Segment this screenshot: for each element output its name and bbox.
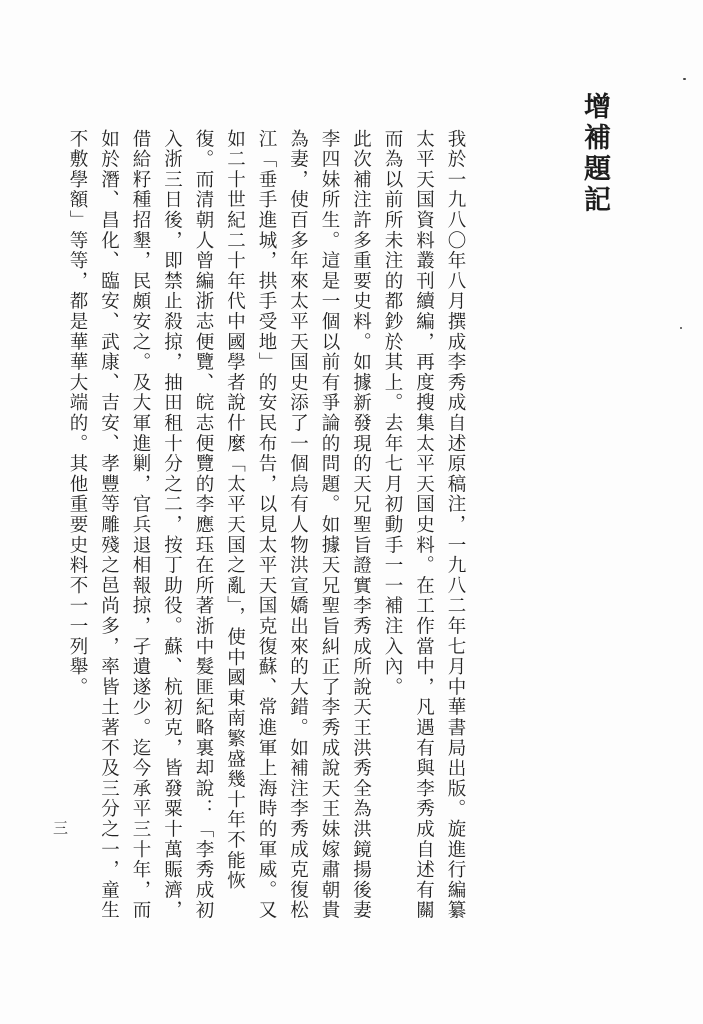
paragraph-1: 我於一九八〇年八月撰成李秀成自述原稿注，一九八二年七月中華書局出版。旋進行編纂太平天国資料叢刊續編，再度搜集太平天国史料。在工作當中，凡遇有與李秀成自述有關而為以前所未注的都鈔於其上。去年七月初動手一一補注入內。	[382, 129, 466, 921]
page-title: 增補題記	[579, 92, 610, 216]
paragraph-2: 此次補注許多重要史料。如據新發現的天兄聖旨證實李秀成所說天王洪秀全為洪鏡揚後妻李四妹所生。這是一個以前有爭論的問題。如據天兄聖旨糾正了李秀成說天王妹嫁肅朝貴為妻，使百多年來太平天国史添了一個烏有人物洪宣嬌出來的大錯。如補注李秀成克復松江「垂手進城，拱手受地」的安民布告，以見太平天国克復蘇、常進軍上海時的軍威。又如二十世紀二十年代中國學者說什麼「太平天国之亂」，使中國東南繁盛幾十年不能恢復。而清朝人曾編浙志便覽、皖志便覽的李應珏在所著浙中髮匪紀略裏却說：「李秀成初入浙三日後，即禁止殺掠，抽田租十分之二，按丁助役。蘇、杭初克，皆發粟十萬賑濟，借給籽種招墾，民頗安之。及大軍進剿，官兵退相報掠，孑遺遂少。迄今承平三十年，而如於潛、昌化、臨安、武康、吉安、孝豐等雕殘之邑尚多，率皆土著不及三分之一，童生不敷學額」等等，都是華華大端的。其他重要史料不一一列舉。	[67, 129, 372, 921]
body-text	[62, 92, 472, 922]
page-number: 三	[51, 820, 69, 835]
scan-speck	[680, 327, 682, 329]
scan-speck	[683, 78, 686, 80]
